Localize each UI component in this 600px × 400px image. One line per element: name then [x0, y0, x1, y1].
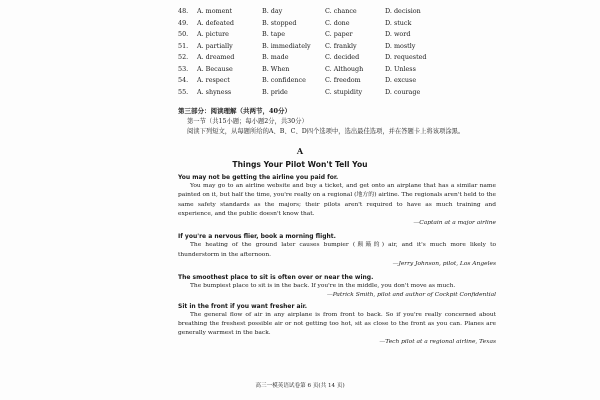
- passage-letter: A: [296, 146, 304, 156]
- option-b: B. immediately: [262, 41, 311, 50]
- option-a: A. moment: [197, 7, 233, 15]
- section-paragraph: The general flow of air in any airplane is from front to back. So if you're really concerned about breathing the freshest possible air or not getting too hot, sit as close to the front as you can. Planes are generally warmest in the back.: [178, 311, 496, 337]
- section-source: —Patrick Smith, pilot and author of Cockpit Confidential: [326, 292, 496, 299]
- option-d: D. courage: [385, 87, 421, 96]
- choice-row: [178, 52, 508, 64]
- option-b: B. tape: [262, 30, 286, 38]
- passage-title: Things Your Pilot Won't Tell You: [232, 160, 368, 169]
- option-b: B. pride: [262, 87, 288, 96]
- choice-row: [178, 64, 508, 76]
- option-d: D. excuse: [385, 76, 417, 84]
- section-heading: 第三部分：阅读理解（共两节，40分）: [178, 107, 292, 115]
- choice-row: [178, 87, 508, 99]
- section-paragraph: The heating of the ground later causes bumpier (颠簸的) air, and it's much more likely to thunderstorm in the afternoon.: [178, 242, 496, 258]
- option-c: C. decided: [325, 53, 360, 61]
- option-c: C. done: [325, 18, 350, 27]
- option-a: A. partially: [197, 41, 233, 50]
- question-number: 55.: [178, 87, 189, 96]
- section-paragraph: You may go to an airline website and buy a ticket, and get onto an airplane that has a similar name painted on it, but half the time, you're really on a regional (地方的) airline. The regionals aren't held to the same safety standards as the majors; their pilots aren't required to have as much training and experience, and the public doesn't know that.: [178, 183, 496, 217]
- question-number: 52.: [178, 53, 189, 61]
- option-c: C. chance: [325, 7, 357, 15]
- option-a: A. shyness: [197, 87, 232, 96]
- section-source: —Jerry Johnson, pilot, Los Angeles: [392, 260, 496, 267]
- passage-section: [178, 173, 496, 228]
- option-a: A. Because: [197, 64, 233, 73]
- passage-section: [178, 273, 496, 301]
- choice-row: [178, 29, 508, 41]
- question-number: 54.: [178, 76, 189, 84]
- choice-row: [178, 18, 508, 30]
- choice-row: [178, 6, 508, 18]
- option-b: B. When: [262, 64, 290, 73]
- instructions: 阅读下列短文，从每题所给的A、B、C、D四个选项中，选出最佳选项，并在答题卡上将该项涂黑。: [187, 128, 465, 135]
- option-d: D. decision: [385, 7, 421, 15]
- option-b: B. made: [262, 53, 289, 61]
- section-source: —Captain at a major airline: [413, 220, 496, 227]
- option-c: C. paper: [325, 30, 353, 38]
- question-number: 50.: [178, 30, 189, 38]
- option-d: D. requested: [385, 53, 427, 61]
- cloze-choices: [178, 6, 508, 98]
- option-c: C. freedom: [325, 76, 361, 84]
- option-d: D. word: [385, 30, 411, 38]
- option-d: D. mostly: [385, 41, 416, 50]
- part-heading: 第一节（共15小题；每小题2分，共30分）: [187, 118, 308, 125]
- option-a: A. defeated: [197, 18, 234, 27]
- section-tip-heading: The smoothest place to sit is often over or near the wing.: [178, 274, 374, 282]
- option-d: D. Unless: [385, 64, 416, 73]
- option-a: A. picture: [197, 30, 229, 38]
- page-footer: 高三一模英语试卷第 6 页(共 14 页): [255, 383, 345, 389]
- question-number: 53.: [178, 64, 189, 73]
- section-tip-heading: Sit in the front if you want fresher air.: [178, 302, 308, 310]
- section-tip-heading: You may not be getting the airline you paid for.: [178, 174, 339, 181]
- option-a: A. respect: [197, 76, 230, 84]
- option-c: C. frankly: [325, 41, 357, 50]
- option-c: C. stupidity: [325, 87, 363, 96]
- question-number: 51.: [178, 41, 189, 50]
- option-b: B. confidence: [262, 76, 306, 84]
- option-b: B. stopped: [262, 18, 297, 27]
- section-source: —Tech pilot at a regional airline, Texas: [379, 339, 496, 346]
- option-a: A. dreamed: [197, 53, 235, 61]
- option-b: B. day: [262, 7, 283, 15]
- section-paragraph: The bumpiest place to sit is in the back. If you're in the middle, you don't move as much.: [190, 283, 456, 290]
- section-tip-heading: If you're a nervous flier, book a morning flight.: [178, 233, 336, 241]
- passage-section: [178, 302, 496, 348]
- passage-body: [178, 172, 496, 348]
- choice-row: [178, 41, 508, 53]
- option-c: C. Although: [325, 64, 364, 73]
- option-d: D. stuck: [385, 18, 412, 27]
- question-number: 49.: [178, 18, 189, 27]
- choice-row: [178, 75, 508, 87]
- question-number: 48.: [178, 7, 189, 15]
- passage-section: [178, 232, 496, 269]
